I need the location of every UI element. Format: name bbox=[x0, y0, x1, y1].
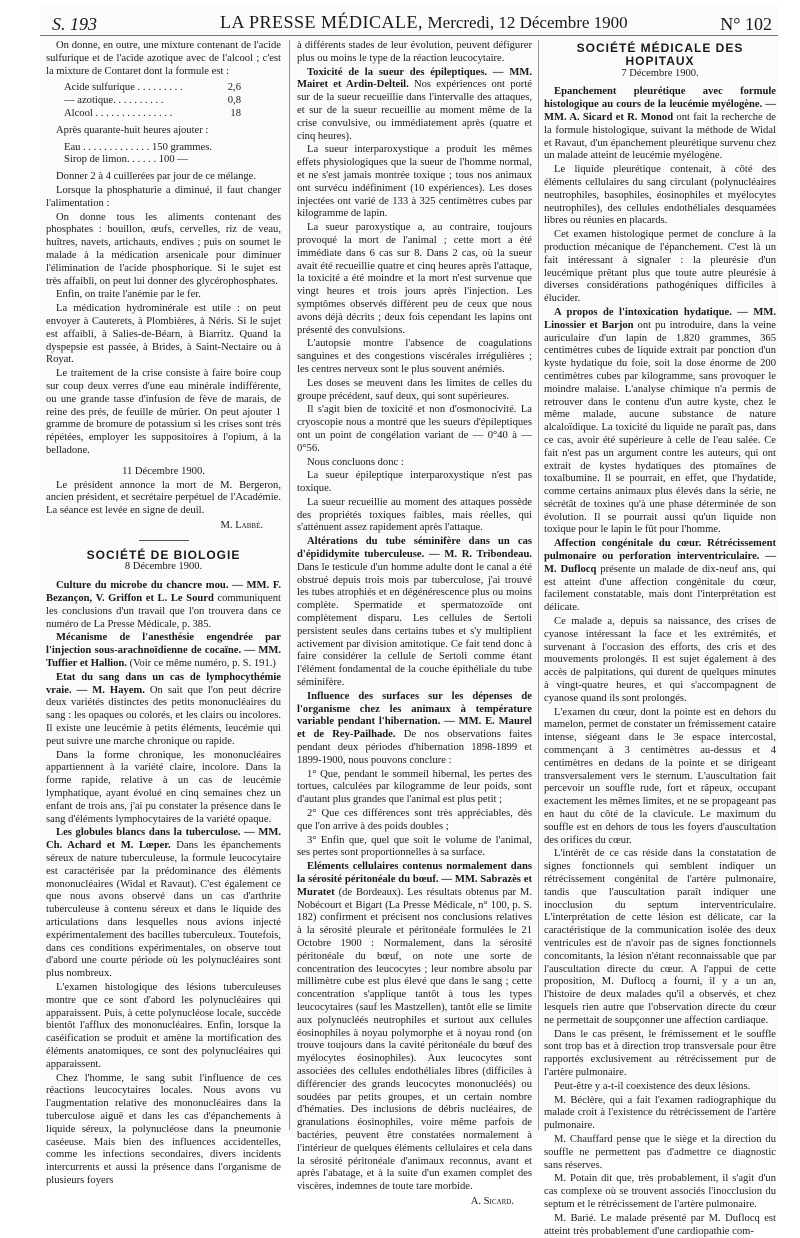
article-text: communiquent les conclusions d'un travail que l'on trouvera dans ce numéro de La Presse Médicale, p. 385. bbox=[46, 593, 281, 630]
article-text: On sait que l'on peut décrire deux variétés distinctes des petits mononucléaires du sang : les opaques ou colorés, et les clairs ou incolores. Il existe une leucémie à petits éléments, leucémie qui peut suivre une marche chronique ou rapide. bbox=[46, 684, 281, 747]
column-divider bbox=[538, 40, 539, 1130]
paragraph: M. Potain dit que, très probablement, il s'agit d'un cas complexe où se trouvent associés l'inocclusion du septum et le rétrécissement de l'artère pulmonaire. bbox=[544, 1173, 776, 1210]
section-title-hopitaux: SOCIÉTÉ MÉDICALE DES HOPITAUX bbox=[576, 41, 744, 68]
paragraph: La médication hydrominérale est utile : on peut envoyer à Cauterets, à Plombières, à Néris. Si le sujet est affaibli, à Salies-de-Béarn, à Biarritz. Quand la dyspepsie est passée, à Brides, à Saint-Nectaire ou à Royat. bbox=[46, 303, 281, 366]
paragraph: Nous concluons donc : bbox=[307, 456, 404, 468]
paragraph: On donne, en outre, une mixture contenant de l'acide sulfurique et de l'acide azotique avec de l'alcool ; c'est la mixture de Contaret dont la formule est : bbox=[46, 40, 281, 77]
article-text: Nos expériences ont porté sur de la sueur recueillie dans l'intervalle des attaques, et sur de la sueur recueillie au moment même de la crise convulsive, ou immédiatement après (quatre et cinq heures). bbox=[297, 79, 532, 142]
paragraph: L'intérêt de ce cas réside dans la constatation de signes fonctionnels qui semblent indiquer un rétrécissement congénital de l'artère pulmonaire, tandis que l'auscultation paraît indiquer une inocclusion du septum interventriculaire. L'interprétation de cette lésion est délicate, car la caractéristique de la communication isolée des deux ventricules est de n'avoir pas de signes fonctionnels concomitants, la lésion n'étant reconnaissable que par l'auscultation directe du cœur. A l'appui de cette proposition, M. Duflocq a fourni, il y a un an, l'histoire de deux malades qu'il a observés, et chez lesquels rien autre que l'observation directe du cœur ne permettait de soupçonner une affection cardiaque. bbox=[544, 848, 776, 1026]
article-text: (de Bordeaux). Les résultats obtenus par M. Nobécourt et Bigart (La Presse Médicale, n° 100, p. S. 182) confirment et précisent nos conclusions relatives à la sérosité pleurale et péritonéale formulées le 21 Octobre 1900 : Normalement, dans la sérosité péritonéale du bœuf, on note une sorte de concentration des leucocytes ; leur nombre absolu par millimètre cube est plus élevé que dans le sang ; cette concentration s'applique tantôt à tous les types leucocytaires (sauf les Mastzellen), tantôt elle se limite aux polynucléés neutrophiles et surtout aux cellules éosinophiles à noyau polymorphe et à noyau rond (on trouve toujours dans la cavité péritonéale du bœuf des myélocytes éosinophiles). Aux leucocytes sont associées des cellules endothéliales libres (difficiles à différencier des grands leucocytes mononucléés) ou soudées par petits groupes, et un certain nombre d'hématies. Des inclusions de débris nucléaires, de granulations éosinophiles, voire même parfois de bactéries, peuvent être constatées normalement à l'intérieur de quelques éléments cellulaires et cela dans la sérosité péritonéale d'animaux reconnus, avant et après l'abatage, et à la suite d'un examen complet des viscères, indemnes de toute tare morbide. bbox=[297, 886, 532, 1193]
issue-date: Mercredi, 12 Décembre 1900 bbox=[427, 13, 628, 32]
article-text: ont pu introduire, dans la veine auriculaire d'un lapin de 1.820 grammes, 365 centimètres cubes de liquide extrait par ponction d'un kyste hydatique du foie, soit la dose énorme de 200 centimètres cubes par kilogramme, sans provoquer le moindre malaise. L'analyse chimique n'a permis de retrouver dans le contenu d'un autre kyste, chez le même malade, aucune substance de nature alcaloïdique. La toxicité du liquide ne paraît pas, dans ce cas, avoir été supérieure à celle de l'eau salée. Ce fait n'est pas un argument contre les auteurs, qui ont extrait de kystes hydatiques des ptomaïnes de toxalbumine. Il se pourrait, en effet, que l'hydatide, comme certains animaux plus élevés dans la série, ne sécrétât de toxines qu'à une phase déterminée de son évolution. Il se pourrait aussi qu'un liquide non toxique pour le lapin le fût pour l'homme. bbox=[544, 319, 776, 536]
section-date: 8 Décembre 1900. bbox=[124, 561, 203, 573]
paragraph: Le liquide pleurétique contenait, à côté des éléments cellulaires du sang circulant (polynucléaires neutrophiles, basophiles, éosinophiles et myélocytes neutrophiles), des cellules endothéliales desquamées libres ou réunies en placards. bbox=[544, 164, 776, 227]
formula-2 bbox=[64, 142, 281, 168]
paragraph: L'examen histologique des lésions tuberculeuses montre que ce sont d'abord les polynucléaires qui apparaissent. Puis, à cette polynucléose locale, succède bientôt l'afflux des mononucléaires. Enfin, lorsque la caséification se produit et amène la mortification des éléments anatomiques, ce sont des polynucléaires qui apparaissent. bbox=[46, 981, 281, 1070]
paragraph: M. Béclère, qui a fait l'examen radiographique du malade croit à l'existence du rétrécissement de l'artère pulmonaire. bbox=[544, 1094, 776, 1132]
paragraph: Les doses se meuvent dans les limites de celles du groupe précédent, sauf deux, qui sont supérieures. bbox=[297, 377, 532, 402]
paragraph: 3° Enfin que, quel que soit le volume de l'animal, ses pertes sont proportionnelles à sa surface. bbox=[297, 834, 532, 859]
article-title: Altérations du tube séminifère dans un cas d'épididymite tuberculeuse. — M. R. Tribondeau. bbox=[297, 536, 532, 561]
formula-row: Acide sulfurique . . . . . . . . . 2,6 bbox=[64, 82, 241, 94]
article-title: Mécanisme de l'anesthésie engendrée par l'injection sous-arachnoïdienne de cocaïne. — MM. Tuffier et Hallion. bbox=[46, 632, 281, 670]
paragraph: La sueur épileptique interparoxystique n'est pas toxique. bbox=[297, 470, 532, 495]
section-title-biologie: SOCIÉTÉ DE BIOLOGIE bbox=[86, 547, 241, 562]
page-header bbox=[40, 8, 778, 36]
paragraph: Enfin, on traite l'anémie par le fer. bbox=[56, 289, 201, 301]
article-title: Affection congénitale du cœur. Rétrécissement pulmonaire ou perforation interventriculaire. — M. Duflocq bbox=[544, 538, 776, 575]
issue-number: N° 102 bbox=[720, 14, 772, 34]
column-middle bbox=[297, 40, 532, 1207]
paragraph: La sueur paroxystique a, au contraire, toujours provoqué la mort de l'animal ; cette mort a été immédiate dans 6 cas sur 8. Dans 2 cas, où la sueur avait été recueillie quatre et cinq heures après l'attaque, la toxicité a été moindre et la mort n'est survenue que vingt heures et trois jours après l'injection. Les symptômes observés diffèrent peu de ceux que nous avons déjà décrits ; deux fois cependant les lapins ont présenté des convulsions. bbox=[297, 222, 532, 336]
column-divider bbox=[289, 40, 290, 1130]
paragraph: L'examen du cœur, dont la pointe est en dehors du mamelon, permet de constater un frémissement cataire intense, siégeant dans le 3e espace intercostal, commençant à 3 centimètres au-dessus et 4 centimètres en dedans de la pointe et se dirigeant transversalement vers le sternum. L'auscultation fait percevoir un souffle rude, fort et râpeux, occupant exactement les mêmes limites, et ne se propageant pas en haut du côté de la clavicule. Le maximum du souffle est en dehors de tous les foyers d'auscultation des orifices du cœur. bbox=[544, 706, 776, 846]
masthead bbox=[220, 12, 628, 33]
article-title: Culture du microbe du chancre mou. — MM. F. Bezançon, V. Griffon et L. Le Sourd bbox=[46, 580, 281, 605]
paragraph: La sueur interparoxystique a produit les mêmes effets physiologiques que la sueur de l'homme normal, et ne s'est jamais montrée toxique ; tous nos animaux ont survécu indéfiniment (10 expériences). Les doses injectées ont varié de 133 à 325 centimètres cubes par kilogramme de lapin. bbox=[297, 144, 532, 220]
paragraph: Chez l'homme, le sang subit l'influence de ces réactions leucocytaires locales. Nous avons vu l'augmentation relative des mononucléaires dans la tuberculose aiguë et dans les cas d'épanchements à liquide séreux, la polynucléose dans la pneumonie caséeuse. Mais bien des influences accidentelles, comme les infections secondaires, divers incidents intercurrents et aussi la présence dans l'organisme de plusieurs foyers bbox=[46, 1072, 281, 1186]
signature: M. Labbé. bbox=[220, 519, 263, 531]
signature: A. Sicard. bbox=[470, 1195, 514, 1207]
article-title: A propos de l'intoxication hydatique. — MM. Linossier et Barjon bbox=[544, 306, 776, 331]
paragraph: 1° Que, pendant le sommeil hibernal, les pertes des tortues, calculées par kilogramme de leur poids, sont d'autant plus grandes que l'animal est plus petit ; bbox=[297, 768, 532, 806]
article-text: (Voir ce même numéro, p. S. 191.) bbox=[129, 658, 276, 670]
paragraph: Donner 2 à 4 cuillerées par jour de ce mélange. bbox=[56, 171, 257, 183]
article-title: Eléments cellulaires contenus normalement dans la sérosité péritonéale du bœuf. — MM. Sabrazès et Muratet bbox=[297, 861, 532, 898]
article-title: Etat du sang dans un cas de lymphocythémie vraie. — M. Hayem. bbox=[46, 671, 281, 696]
article-title: Les globules blancs dans la tuberculose. — MM. Ch. Achard et M. Lœper. bbox=[46, 827, 281, 852]
page-number: S. 193 bbox=[52, 14, 97, 34]
paragraph: Dans la forme chronique, les mononucléaires appartiennent à la variété claire, incolore. Dans la forme rapide, relative à un cas de leucémie lymphatique, ayant évolué en cinq semaines chez un enfant de trois ans, j'ai pu constater la présence dans le sang d'éléments lymphocytaires de la variété opaque. bbox=[46, 749, 281, 825]
newspaper-page bbox=[40, 6, 778, 1237]
article-text: Dans le testicule d'un homme adulte dont le canal a été obstrué depuis trois mois par tuberculose, j'ai trouvé les tubes atrophiés et en dégénérescence plus ou moins complète. Spermatide et spermatozoïde ont complètement disparu. Les cellules de Sertoli persistent seules dans certains tubes et s'y multiplient activement par division amitotique. Ce fait tend donc à faire considérer la cellule de Sertoli comme étant l'élément fondamental de la couche épithéliale du tube séminifère. bbox=[297, 561, 532, 689]
masthead-title: LA PRESSE MÉDICALE, bbox=[220, 12, 424, 32]
article-text: présente un malade de dix-neuf ans, qui est atteint d'une affection congénitale du cœur, facilement constatable, mais dont l'interprétation est délicate. bbox=[544, 563, 777, 614]
paragraph: M. Barié. Le malade présenté par M. Duflocq est atteint très probablement d'une cardiopathie com- bbox=[544, 1212, 776, 1237]
paragraph: Le traitement de la crise consiste à faire boire coup sur coup deux verres d'une eau minérale indifférente, ou une grande tasse d'infusion de fève de marais, de reine des prés, de feuille de mûrier. On peut ajouter 1 gramme de bromure de potassium si les crises sont très répétées, employer les suppositoires à l'opium, à la belladone. bbox=[46, 368, 281, 456]
session-date: 11 Décembre 1900. bbox=[122, 465, 205, 477]
paragraph: Ce malade a, depuis sa naissance, des crises de cyanose intéressant la face et les extrémités, et survenant à l'occasion des efforts, des cris et des mouvements prolongés. Il est sujet également à des accès de palpitations, qui durent de quelques minutes à vingt-quatre heures, et qui s'accompagnent de cyanose quand ils sont prolongés. bbox=[544, 616, 776, 704]
article-title: Epanchement pleurétique avec formule histologique au cours de la leucémie myélogène. — MM. A. Sicard et R. Monod bbox=[544, 86, 776, 123]
formula-row: — azotique. . . . . . . . . . 0,8 bbox=[64, 95, 241, 107]
paragraph: L'autopsie montre l'absence de coagulations sanguines et des congestions viscérales irrégulières ; les centres nerveux sont le plus souvent anémiés. bbox=[297, 338, 532, 375]
paragraph: 2° Que ces différences sont très appréciables, dès que l'on arrive à des poids doubles ; bbox=[297, 808, 532, 832]
article-title: Toxicité de la sueur des épileptiques. — MM. Mairet et Ardin-Delteil. bbox=[297, 66, 532, 91]
paragraph: à différents stades de leur évolution, peuvent défigurer plus ou moins le type de la réaction leucocytaire. bbox=[297, 40, 532, 64]
paragraph: Dans le cas présent, le frémissement et le souffle sont trop bas et à direction trop transversale pour être rapportés exclusivement au rétrécissement pur de l'artère pulmonaire. bbox=[544, 1028, 776, 1078]
formula-row: Sirop de limon. . . . . . 100 — bbox=[64, 154, 188, 166]
paragraph: Il s'agit bien de toxicité et non d'osmonocivité. La cryoscopie nous a montré que les sueurs d'épileptiques ont un point de congélation variant de — 0°40 à — 0°56. bbox=[297, 404, 532, 454]
formula-1 bbox=[64, 82, 281, 120]
section-divider bbox=[139, 540, 189, 541]
column-left bbox=[46, 40, 281, 1186]
paragraph: Cet examen histologique permet de conclure à la production mécanique de l'épanchement. C'est là un fait intéressant à signaler : la pleurésie d'un leucémique prêtant plus que toute autre pleurésie à diverses considérations pathogéniques difficiles à élucider. bbox=[544, 229, 776, 305]
paragraph: M. Chauffard pense que le siège et la direction du souffle ne permettent pas d'admettre ce diagnostic sans réserves. bbox=[544, 1133, 776, 1171]
paragraph: Après quarante-huit heures ajouter : bbox=[56, 124, 209, 136]
column-right bbox=[544, 40, 777, 1237]
paragraph: Peut-être y a-t-il coexistence des deux lésions. bbox=[554, 1080, 751, 1092]
formula-row: Eau . . . . . . . . . . . . . 150 grammes. bbox=[64, 141, 212, 153]
article-text: De nos observations faites pendant deux périodes d'hibernation 1898-1899 et 1899-1900, nous pouvons conclure : bbox=[297, 729, 532, 766]
paragraph: On donne tous les aliments contenant des phosphates : bouillon, œufs, cervelles, riz de veau, huîtres, navets, artichauts, endives ; puis on soumet le malade à la médication arsenicale pour diminuer l'élimination de l'acide phosphorique. Si le sujet est très affaibli, on peut lui donner des glycérophosphates. bbox=[46, 211, 281, 287]
paragraph: La sueur recueillie au moment des attaques possède des propriétés toxiques faibles, mais réelles, qui s'atténuent assez rapidement après l'attaque. bbox=[297, 496, 532, 534]
paragraph: Lorsque la phosphaturie a diminué, il faut changer l'alimentation : bbox=[46, 184, 281, 209]
formula-row: Alcool . . . . . . . . . . . . . . . 18 bbox=[64, 107, 241, 119]
article-text: Dans les épanchements séreux de nature tuberculeuse, la formule leucocytaire est caractérisée par la prédominance des éléments mononucléaires (Widal et Ravaut). C'est également ce que nous avons observé dans un cas d'arthrite tuberculeuse à contenu séreux et dans le liquide des articulations dans lesquelles nous avions injecté expérimentalement des bacilles tuberculeux. Toutefois, dans ces conditions expérimentales, on observe tout d'abord une courte période où les polynucléaires sont plus nombreux. bbox=[46, 840, 281, 980]
article-title: Influence des surfaces sur les dépenses de l'organisme chez les animaux à température variable pendant l'hibernation. — MM. E. Maurel et de Rey-Pailhade. bbox=[297, 690, 532, 741]
paragraph: Le président annonce la mort de M. Bergeron, ancien président, et secrétaire perpétuel de l'Académie. La séance est levée en signe de deuil. bbox=[46, 479, 281, 517]
section-date: 7 Décembre 1900. bbox=[621, 67, 699, 79]
article-text: ont fait la recherche de la formule histologique, suivant la méthode de Widal et Ravaut, d'un épanchement pleurétique survenu chez un malade atteint de leucémie myélogène. bbox=[544, 111, 776, 162]
